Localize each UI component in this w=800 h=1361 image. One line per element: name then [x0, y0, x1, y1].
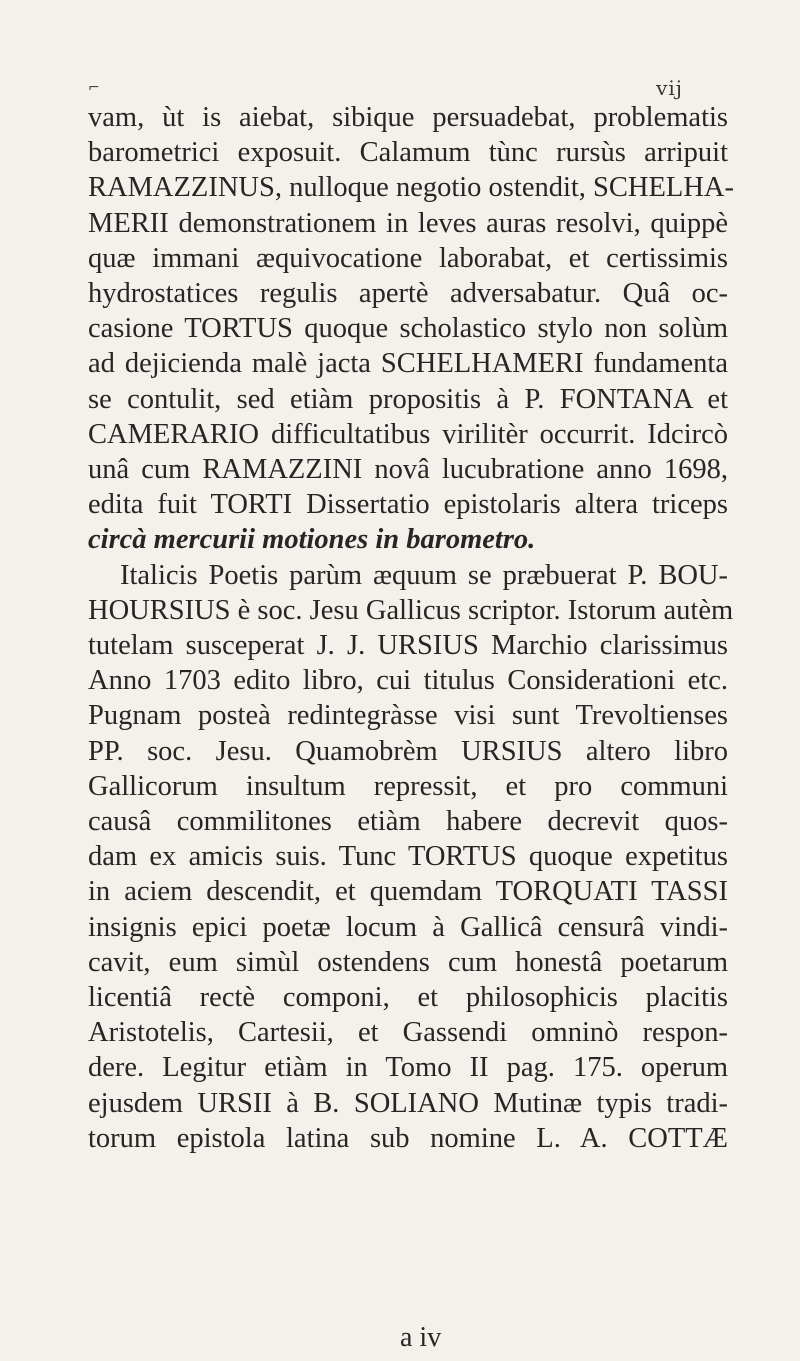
text-line: Gallicorum insultum repressit, et pro communi [88, 770, 728, 802]
text-line: licentiâ rectè componi, et philosophicis placitis [88, 982, 728, 1014]
text-line: ad dejicienda malè jacta SCHELHAMERI fundamenta [88, 348, 728, 380]
corner-mark: ⌐ [88, 80, 100, 96]
text-line: ejusdem URSII à B. SOLIANO Mutinæ typis tradi- [88, 1087, 728, 1119]
text-line: RAMAZZINUS, nulloque negotio ostendit, SCHELHA- [88, 172, 734, 204]
text-line: PP. soc. Jesu. Quamobrèm URSIUS altero libro [88, 735, 728, 767]
text-line: causâ commilitones etiàm habere decrevit quos- [88, 806, 728, 838]
body-text [88, 100, 734, 1156]
text-line: circà mercurii motiones in barometro. [88, 524, 536, 556]
text-line: MERII demonstrationem in leves auras resolvi, quippè [88, 207, 728, 239]
text-line: torum epistola latina sub nomine L. A. COTTÆ [88, 1122, 728, 1154]
text-line: insignis epici poetæ locum à Gallicâ censurâ vindi- [88, 911, 728, 943]
text-line: quæ immani æquivocatione laborabat, et certissimis [88, 242, 728, 274]
text-line: cavit, eum simùl ostendens cum honestâ poetarum [88, 946, 728, 978]
text-line: casione TORTUS quoque scholastico stylo non solùm [88, 313, 728, 345]
text-line: Aristotelis, Cartesii, et Gassendi omninò respon- [88, 1017, 728, 1049]
text-line: HOURSIUS è soc. Jesu Gallicus scriptor. Istorum autèm [88, 594, 734, 626]
page-number: vij [656, 76, 683, 100]
text-line: Anno 1703 edito libro, cui titulus Considerationi etc. [88, 665, 728, 697]
text-line: in aciem descendit, et quemdam TORQUATI TASSI [88, 876, 728, 908]
text-line: edita fuit TORTI Dissertatio epistolaris altera triceps [88, 489, 728, 521]
text-line: CAMERARIO difficultatibus virilitèr occurrit. Idcircò [88, 418, 728, 450]
text-line: unâ cum RAMAZZINI novâ lucubratione anno 1698, [88, 454, 728, 486]
text-line: dam ex amicis suis. Tunc TORTUS quoque expetitus [88, 841, 728, 873]
text-line: tutelam susceperat J. J. URSIUS Marchio clarissimus [88, 630, 728, 662]
text-line: Pugnam posteà redintegràsse visi sunt Trevoltienses [88, 700, 728, 732]
text-line: Italicis Poetis parùm æquum se præbuerat P. BOU- [120, 559, 728, 591]
text-line: vam, ùt is aiebat, sibique persuadebat, problematis [88, 102, 728, 133]
text-line: dere. Legitur etiàm in Tomo II pag. 175. operum [88, 1052, 728, 1084]
text-line: se contulit, sed etiàm propositis à P. FONTANA et [88, 383, 728, 415]
text-line: hydrostatices regulis apertè adversabatur. Quâ oc- [88, 278, 728, 310]
text-line: barometrici exposuit. Calamum tùnc rursùs arripuit [88, 137, 728, 169]
signature-mark: a iv [400, 1322, 442, 1353]
